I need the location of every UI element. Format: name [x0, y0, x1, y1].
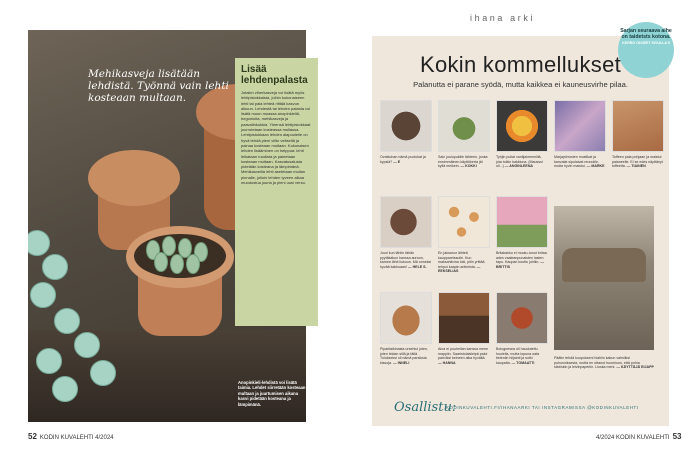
pastry-photo [496, 100, 548, 152]
photo-cell [438, 100, 490, 169]
succulent-rosette [54, 308, 80, 334]
cell-text: Marjapiirrosten mustikat ja kanvalat sipulaivat reunoille, mutta hyvin maistui. — MARKE [554, 155, 605, 169]
succulent-rosette [42, 254, 68, 280]
photo-cell [380, 292, 432, 365]
cell-text: En jaksanur lähteä kauppareissulle. Kun maksahiivina loki, pitin yrittää tehpui kaapin antimista. — EEKSELIAS [438, 251, 485, 274]
cell-text: Toffeen pala pohjaan ja maistui palaneelle. Ei se edes näyttänyt toffeelta. — TIAINEN [612, 155, 663, 169]
succulent-rosette [90, 360, 116, 386]
oven-text: Päätin tehdä kuopukseni hiahiin kakun valmiiksi puhonoiksesta, mutta en ottanut huomioon, että pohia siloiiskin ja leivinpaperiin. Liuska meni. — KÄYTTÄJÄ EIJAPP [554, 356, 654, 370]
osallistu-links: KODINKUVALEHTI.FI/IHANAARKI TAI INSTAGRAMISSA @KODINKUVALEHTI [446, 405, 639, 410]
bowl-photo [438, 100, 490, 152]
succulent-leaf [186, 254, 200, 274]
sidebar-heading: Lisää lehdenpalasta [241, 64, 308, 86]
page-subtitle: Palanutta ei parane syödä, mutta kaikkea ei kauneusvirhe pilaa. [413, 80, 628, 89]
sidebar-box [235, 58, 318, 326]
cell-text: Sain joulupukille tähteen, jonka ensimmäinen käyttökerta jäi kyllä meikein. — KOKKI [438, 155, 488, 169]
gingerbread-photo [380, 292, 432, 344]
succulent-rosette [74, 332, 100, 358]
cookie-photo [380, 100, 432, 152]
badge-sub: KERRO OHJEET SIVULLA 5 [622, 41, 670, 45]
baked-loaf [562, 248, 646, 282]
cell-text: Juuri kun lähtin tähän pyytäkakun kanssa auroon, kamea lähti liukuun. Mä onneksi hyvää kakkuaan! — HELE S. [380, 251, 432, 269]
cell-text: Ovatkohan nämä puolukat ja kypsiä? — E [380, 155, 426, 164]
bolognese-photo [496, 292, 548, 344]
page-title: Kokin kommellukset [419, 52, 622, 77]
right-footer-text: 4/2024 KODIN KUVALEHTI [596, 435, 670, 441]
left-page-number: 52 [28, 432, 37, 441]
succulent-rosette [30, 282, 56, 308]
left-page-footer [28, 432, 114, 441]
succulent-rosette [28, 230, 50, 256]
left-footer-text: KODIN KUVALEHTI 4/2024 [39, 435, 114, 441]
oven-photo [554, 206, 654, 350]
photo-cell [612, 100, 664, 169]
right-page-footer [596, 432, 682, 441]
photo-cell [496, 196, 548, 269]
cell-text: Britakakku ei muotu-tunut britaa ades vaaleanpunaisten lasten tapo. Kaupan kouttu juhliin. — BRITTIS [496, 251, 547, 269]
cell-text: Piparitaikinasta ursehtui joten, joten leidan sillä ja täitä. Tulokseksi oli nämä parsiksia kissoja. — INNELI [380, 347, 428, 365]
toffee-photo [612, 100, 664, 152]
sidebar-text: Jotakin viherkasveja voi lisätä myös lehtipistokkaista, joihin kokonaiseen lehti tai pala lehteä riittää kasvun alkuun. Lehdestä tai lehden palasta voi lisätä muun muassa anopinkieliä, begonioita, mehikasveja ja paavalinkukkia. Yleensä lehtipistokkaat juurrutetaan kosteassa mullassa. Lehtipistokkaan lehden alapuolelle on hyvä tehdä pieni viilto veitsellä ja painaa kosteaan multaan. Kokonaisen lehden lisääminen on helppoa: lehti leikataan ruodista ja painetaan kosteaan multaan. Kasvatusalusta pidetään kosteana ja lämpimänä. Mehikasveilla lehti asetetaan mullan pinnalle, jolloin lehden tyveen alkaa muodostua juuria ja pieni uusi verso. [241, 90, 311, 186]
right-page-number: 53 [672, 432, 682, 441]
cell-text: Aina ei puuhelian kanssa mene mappiin. Saaristolaisleipä paloi pahviksi keineen aika hyvältä. — HANNA [438, 347, 488, 365]
section-label: ihana arki [470, 13, 536, 23]
cell-text: Bolognesea oli haudutettu huolella, mutta lopuna oata tieteniin hiljainti ja sotki kaupalta. — TOMAATTI [496, 347, 540, 365]
bread-photo [438, 292, 490, 344]
succulent-leaf [170, 254, 184, 274]
photo-cell [380, 100, 432, 164]
succulent-leaf [154, 252, 168, 272]
cake-photo [380, 196, 432, 248]
photo-cell [496, 100, 548, 169]
photo-cell [554, 100, 606, 169]
photo-script-text: Mehikasveja lisätään lehdistä. Työnnä vain lehti kosteaan multaan. [88, 68, 229, 104]
succulent-rosette [36, 348, 62, 374]
berry-pie-photo [554, 100, 606, 152]
badge-title: Sarjan seuraava aihe on taidetsts kotona. [620, 28, 672, 40]
cookies-tray-photo [438, 196, 490, 248]
photo-cell [496, 292, 548, 365]
photo-cell [438, 196, 490, 274]
terracotta-pot-rim [88, 150, 180, 206]
pink-cake-photo [496, 196, 548, 248]
succulent-rosette [52, 376, 78, 402]
photo-cell [438, 292, 490, 365]
photo-cell [380, 196, 432, 269]
photo-caption: Anopinkieli-lehdistä voi lisätä taimia. Lehdet siirretään kosteaan multaan ja juurtumisen aikana kasvi pidetään kosteana ja lämpimänä. [238, 380, 306, 407]
osallistu-label: Osallistu: [394, 400, 457, 415]
cell-text: Tyhjin puilat vaniljakreemillä, jota tulkin kakkiuna. (Mausssi oli...) — ANGINLEENA [496, 155, 543, 169]
